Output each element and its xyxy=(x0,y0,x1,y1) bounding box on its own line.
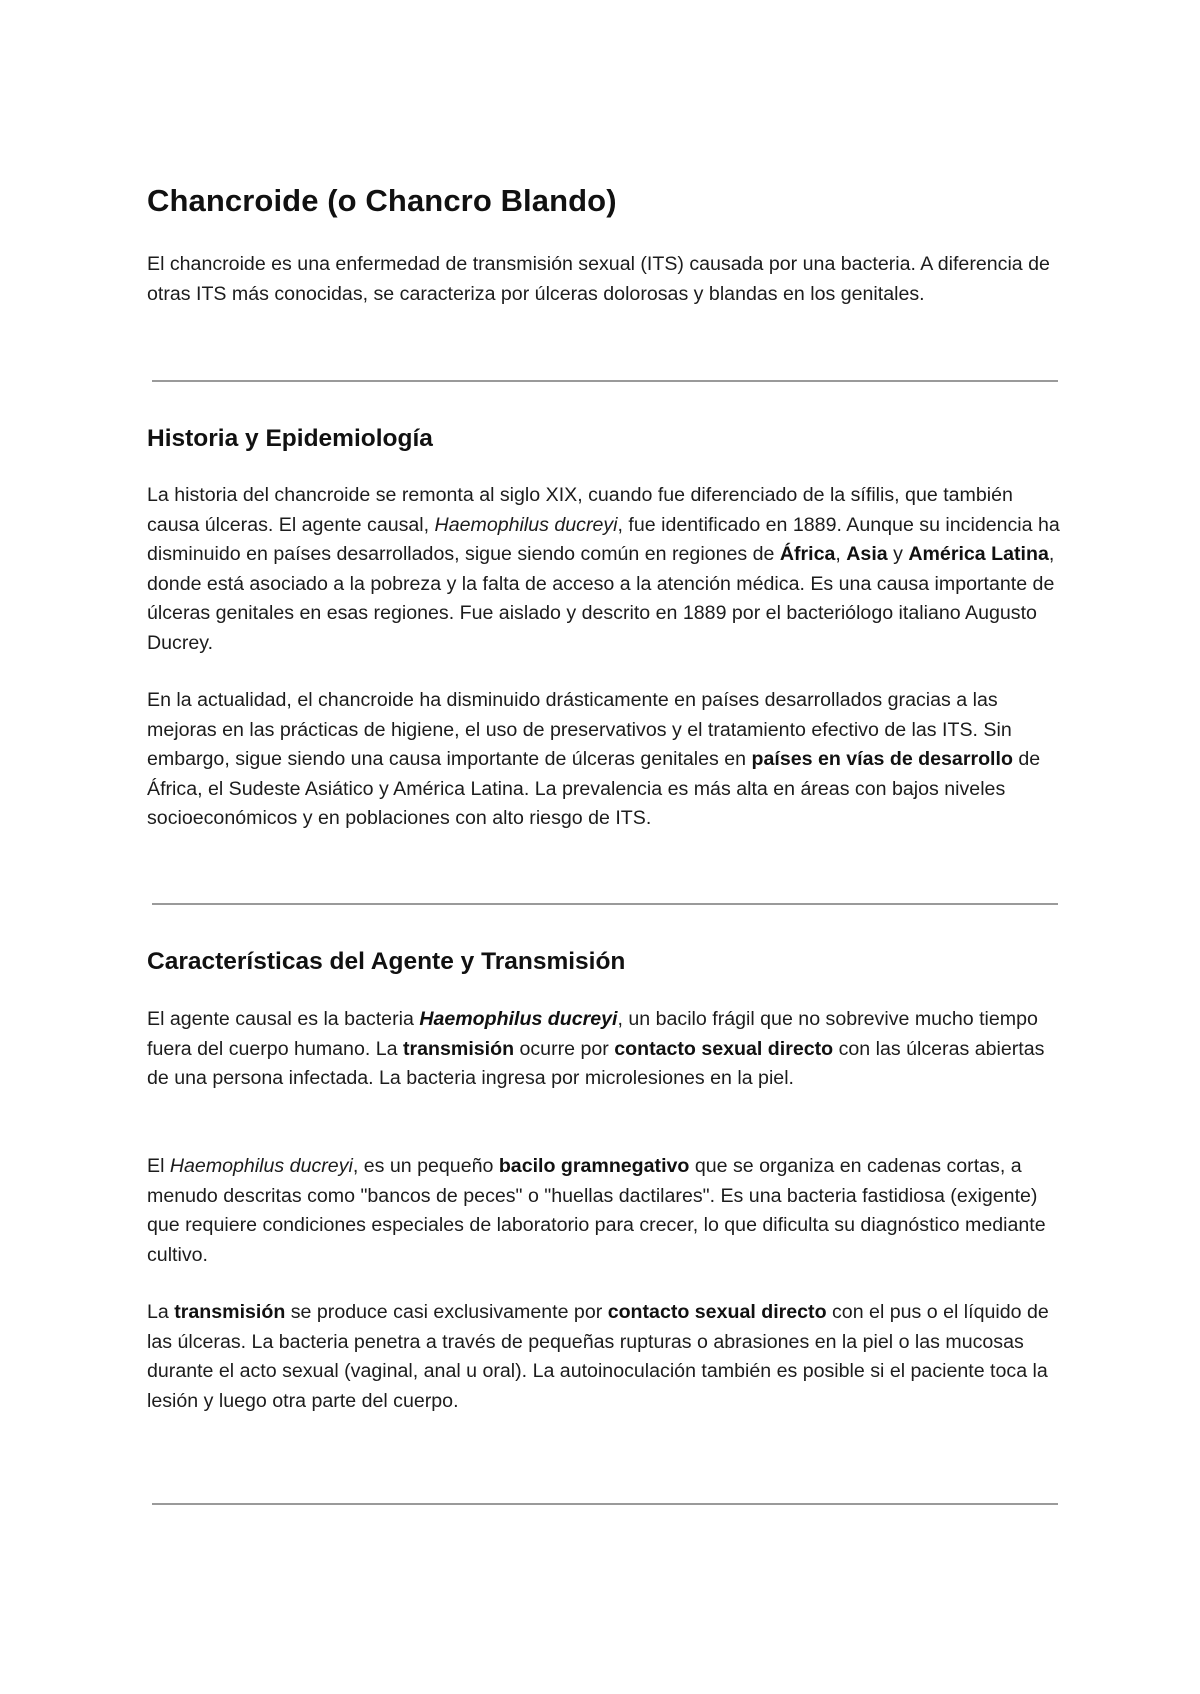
section-divider-1 xyxy=(152,380,1058,382)
section-divider-2 xyxy=(152,903,1058,905)
bold-term: América Latina xyxy=(908,543,1049,565)
bold-term: transmisión xyxy=(402,1037,515,1060)
document-title: Chancroide (o Chancro Blando) xyxy=(147,183,617,218)
history-heading: Historia y Epidemiología xyxy=(147,425,433,452)
bold-term: bacilo gramnegativo xyxy=(498,1155,690,1177)
bold-term: África xyxy=(779,543,836,565)
intro-paragraph: El chancroide es una enfermedad de transmisión sexual (ITS) causada por una bacteria. A diferencia de otras ITS más conocidas, se caracteriza por úlceras dolorosas y blandas en los genitales. xyxy=(147,253,1050,305)
agent-paragraph-1: El agente causal es la bacteria Haemophilus ducreyi, un bacilo frágil que no sobrevive mucho tiempo fuera del cuerpo humano. La transmisión ocurre por contacto sexual directo con las úlceras abiertas de una persona infectada. La bacteria ingresa por microlesiones en la piel. xyxy=(147,1008,1045,1089)
bold-term: Asia xyxy=(846,543,888,565)
history-paragraph-1: La historia del chancroide se remonta al siglo XIX, cuando fue diferenciado de la sífilis, que también causa úlceras. El agente causal, Haemophilus ducreyi, fue identificado en 1889. Aunque su incidencia ha disminuido en países desarrollados, sigue siendo común en regiones de África, Asia y América Latina, donde está asociado a la pobreza y la falta de acceso a la atención médica. Es una causa importante de úlceras genitales en esas regiones. Fue aislado y descrito en 1889 por el bacteriólogo italiano Augusto Ducrey. xyxy=(147,484,1060,654)
italic-term: Haemophilus ducreyi xyxy=(169,1155,353,1177)
bold-italic-term: Haemophilus ducreyi xyxy=(419,1008,618,1030)
bold-term: transmisión xyxy=(174,1301,286,1323)
agent-paragraph-3: La transmisión se produce casi exclusivamente por contacto sexual directo con el pus o el líquido de las úlceras. La bacteria penetra a través de pequeñas rupturas o abrasiones en la piel o las mucosas durante el acto sexual (vaginal, anal u oral). La autoinoculación también es posible si el paciente toca la lesión y luego otra parte del cuerpo. xyxy=(147,1301,1049,1412)
italic-term: Haemophilus ducreyi xyxy=(434,513,618,536)
bold-term: países en vías de desarrollo xyxy=(751,748,1013,770)
agent-heading: Características del Agente y Transmisión xyxy=(147,948,626,975)
section-divider-3 xyxy=(152,1503,1058,1505)
bold-term: contacto sexual directo xyxy=(607,1301,827,1323)
bold-term: contacto sexual directo xyxy=(614,1037,834,1060)
history-paragraph-2: En la actualidad, el chancroide ha disminuido drásticamente en países desarrollados gracias a las mejoras en las prácticas de higiene, el uso de preservativos y el tratamiento efectivo de las ITS. Sin embargo, sigue siendo una causa importante de úlceras genitales en países en vías de desarrollo de África, el Sudeste Asiático y América Latina. La prevalencia es más alta en áreas con bajos niveles socioeconómicos y en poblaciones con alto riesgo de ITS. xyxy=(147,689,1041,829)
agent-paragraph-2: El Haemophilus ducreyi, es un pequeño bacilo gramnegativo que se organiza en cadenas cortas, a menudo descritas como "bancos de peces" o "huellas dactilares". Es una bacteria fastidiosa (exigente) que requiere condiciones especiales de laboratorio para crecer, lo que dificulta su diagnóstico mediante cultivo. xyxy=(147,1155,1046,1266)
